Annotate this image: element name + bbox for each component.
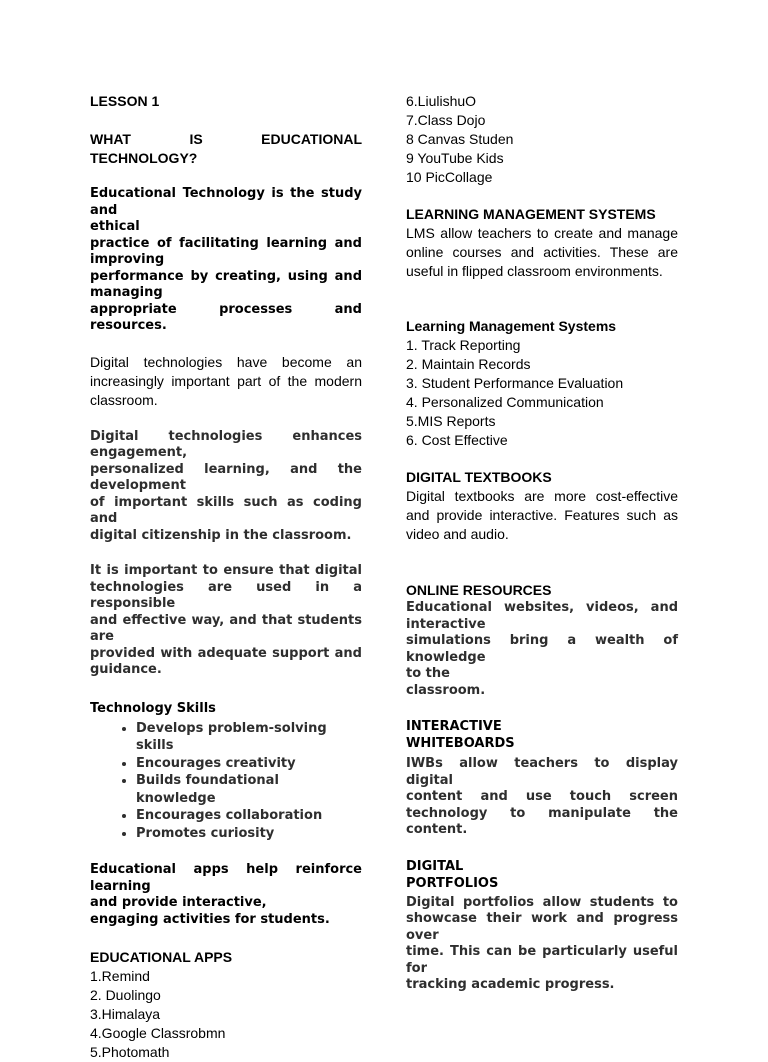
list-item: 8 Canvas Studen <box>406 131 514 147</box>
list-item: • Encourages creativity <box>136 755 362 773</box>
list-item: 2. Duolingo <box>90 987 161 1003</box>
digital-paragraph: Digital technologies have become an increasingly important part of the modern classroom. <box>90 353 362 408</box>
lms-paragraph: LMS allow teachers to create and manage online courses and activities. These are useful in flipped classroom environments. <box>406 225 678 279</box>
title-line-1: WHAT IS EDUCATIONAL <box>90 131 362 147</box>
list-item: • Develops problem-solving skills <box>136 720 362 755</box>
lms-list-heading: Learning Management Systems <box>406 318 617 334</box>
portfolio-heading: DIGITAL PORTFOLIOS <box>406 858 499 891</box>
right-column <box>406 92 678 994</box>
list-item: 9 YouTube Kids <box>406 150 504 166</box>
iwb-paragraph: IWBs allow teachers to display digital content and use touch screen technology to manipulate the content. <box>406 756 678 837</box>
list-item: 5.MIS Reports <box>406 413 496 429</box>
list-item: 7.Class Dojo <box>406 112 486 128</box>
list-item: 6. Cost Effective <box>406 432 508 448</box>
list-item: 4.Google Classrobmn <box>90 1025 226 1041</box>
title-line-2: TECHNOLOGY? <box>90 150 198 166</box>
left-column <box>90 92 362 1062</box>
apps-list-continued <box>406 92 678 187</box>
list-item: 6.LiulishuO <box>406 93 477 109</box>
list-item: 5.Photomath <box>90 1044 170 1060</box>
ensure-paragraph: It is important to ensure that digital technologies are used in a responsible and effective way, and that students are provided with adequate support and guidance. <box>90 563 362 677</box>
lms-list <box>406 336 678 450</box>
iwb-heading: INTERACTIVE WHITEBOARDS <box>406 719 515 751</box>
list-item: 1. Track Reporting <box>406 337 521 353</box>
list-item: 10 PicCollage <box>406 169 493 185</box>
lesson-title <box>90 130 362 168</box>
list-item: 2. Maintain Records <box>406 356 531 372</box>
list-item: • Promotes curiosity <box>136 825 362 843</box>
list-item: • Encourages collaboration <box>136 807 362 825</box>
textbooks-heading: DIGITAL TEXTBOOKS <box>406 469 552 485</box>
apps-heading: EDUCATIONAL APPS <box>90 949 233 965</box>
apps-list <box>90 967 362 1062</box>
enhances-paragraph: Digital technologies enhances engagement, personalized learning, and the development of important skills such as coding and digital citizenship in the classroom. <box>90 428 362 543</box>
skills-heading: Technology Skills <box>90 700 216 716</box>
list-item: 3.Himalaya <box>90 1006 161 1022</box>
list-item: • Builds foundational knowledge <box>136 772 362 807</box>
skills-list <box>90 720 362 843</box>
list-item: 1.Remind <box>90 968 150 984</box>
portfolio-paragraph: Digital portfolios allow students to showcase their work and progress over time. This can be particularly useful for tracking academic progress. <box>406 894 678 992</box>
definition-paragraph: Educational Technology is the study and ethical practice of facilitating learning and improving performance by creating, using and managing appropriate processes and resources. <box>90 186 362 333</box>
online-paragraph: Educational websites, videos, and interactive simulations bring a wealth of knowledge to the classroom. <box>406 600 678 698</box>
lms-heading: LEARNING MANAGEMENT SYSTEMS <box>406 206 656 222</box>
textbooks-paragraph: Digital textbooks are more cost-effective and provide interactive. Features such as video and audio. <box>406 488 678 542</box>
online-heading: ONLINE RESOURCES <box>406 582 552 598</box>
lesson-label: LESSON 1 <box>90 93 160 109</box>
apps-paragraph: Educational apps help reinforce learning and provide interactive, engaging activities for students. <box>90 862 362 927</box>
list-item: 3. Student Performance Evaluation <box>406 375 624 391</box>
list-item: 4. Personalized Communication <box>406 394 604 410</box>
